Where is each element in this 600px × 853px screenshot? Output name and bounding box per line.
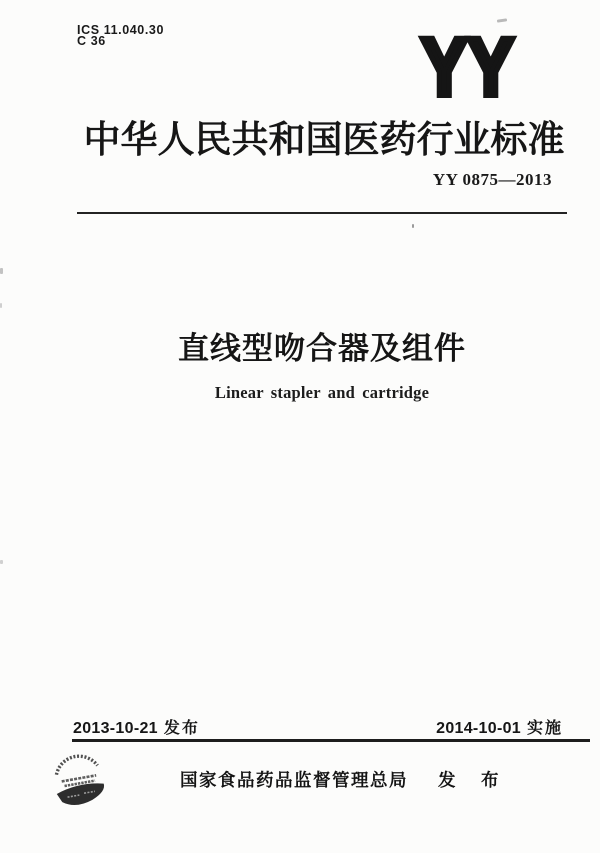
class-code: C 36 [77, 34, 106, 48]
ics-classification [77, 25, 164, 47]
implementation-date-item [436, 715, 563, 738]
footer-divider [72, 739, 590, 742]
publish-word-1: 发 [438, 770, 457, 790]
scan-artifact [0, 560, 3, 564]
publish-word-2: 布 [481, 770, 500, 790]
implementation-label: 实施 [526, 720, 563, 737]
dates-row [73, 715, 563, 738]
page-title: 中华人民共和国医药行业标准 [83, 119, 565, 160]
issue-label: 发布 [163, 720, 200, 737]
scan-artifact [412, 224, 414, 228]
scan-artifact [497, 18, 507, 22]
yy-standard-logo [414, 31, 522, 99]
header-divider [77, 212, 567, 214]
issue-date-item [73, 715, 200, 738]
publisher-name: 国家食品药品监督管理总局 [180, 770, 408, 790]
issue-date: 2013-10-21 [73, 720, 158, 737]
document-title-english: Linear stapler and cartridge [214, 383, 430, 402]
scan-artifact [0, 303, 2, 308]
standard-number: YY 0875—2013 [432, 170, 552, 189]
yy-logo-text: YY [421, 31, 515, 99]
implementation-date: 2014-10-01 [436, 720, 521, 737]
scan-artifact [0, 268, 3, 274]
anti-counterfeit-seal-icon [41, 739, 115, 813]
document-title-chinese: 直线型吻合器及组件 [178, 331, 466, 366]
publisher-row [80, 767, 600, 792]
ics-code: ICS 11.040.30 [77, 23, 165, 37]
